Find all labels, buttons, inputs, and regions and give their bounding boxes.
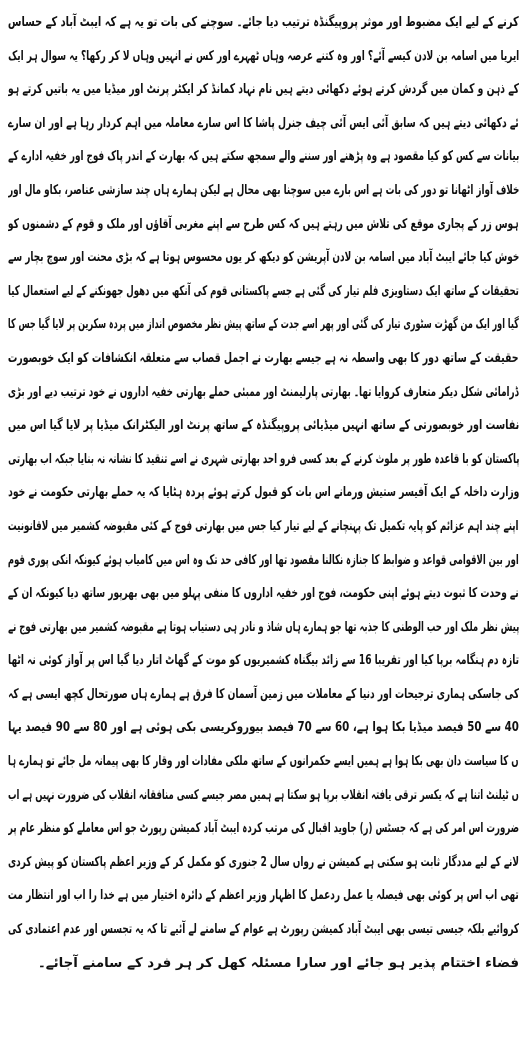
article-line: ں کا سیاست دان بھی بکا ہوا ہے ہمیں ایسے حکمرانوں کے ساتھ ملکی مفادات اور وقار کا بھی پیمانہ مل جائے تو ہمارے ہا: [8, 754, 519, 770]
article-line: بیانات سے کس کو کیا مقصود ہے وہ پڑھنے اور سننے والے سمجھ سکتے ہیں کہ بھارت کے اندر پاک فوج اور خفیہ ادارے کے: [8, 149, 519, 165]
article-line: وزارت داخلہ کے ایک آفیسر ستیش ورمانے اس بات کو قبول کرتے ہوئے پردہ ہٹایا کہ یہ حملے بھارتی حکومت نے خود: [8, 485, 519, 501]
article-line: اپنے چند اہم عزائم کو پایہ تکمیل تک پہنچانے کے لیے تیار کیا جس میں بھارتی فوج کے کئی مقبوضہ کشمیر میں لاقانونیت: [8, 518, 519, 534]
article-line: اور بین الاقوامی قواعد و ضوابط کا جنازہ نکالنا مقصود تھا اور کافی حد تک وہ اس میں کامیاب ہوئے کیونکہ انکی پوری قوم: [8, 552, 519, 568]
article-line: ضرورت اس امر کی ہے کہ جسٹس (ر) جاوید اقبال کی مرتب کردہ ایبٹ آباد کمیشن رپورٹ جو اس معاملے کو منظر عام پر: [8, 821, 519, 837]
article-line: لانے کے لیے مددگار ثابت ہو سکتی ہے کمیشن نے رواں سال 2 جنوری کو مکمل کر کے وزیر اعظم پاکستان کو پیش کردی: [8, 854, 519, 870]
article-line: ڈرامائی شکل دیکر متعارف کروایا تھا۔ بھارتی پارلیمنٹ اور ممبئی حملے بھارتی خفیہ اداروں نے خود ترتیب دیے اور بڑی: [8, 384, 519, 400]
article-line: ئے دکھائی دیتے ہیں کہ سابق آئی ایس آئی چیف جنرل پاشا کا اس سارے معاملہ میں اہم کردار رہا ہے اور ان سارے: [8, 115, 519, 131]
article-body: [8, 6, 519, 980]
article-line: پاکستان کو با قاعدہ طور پر ملوث کرنے کے بعد کسی فرو احد بھارتی شہری نے اسے تنقید کا نشانہ نہ بنایا جبکہ اب بھارتی: [8, 451, 519, 467]
article-line: ں ٹیلنٹ اتنا ہے کہ یکسر ترقی یافتہ انقلاب برپا ہو سکتا ہے ہمیں مصر جیسے کسی منافقانہ انقلاب کی ضرورت نہیں ہے اب: [8, 787, 519, 803]
article-line: ہوس زر کے پجاری موقع کی تلاش میں رہتے ہیں کہ کس طرح سے اپنے مغربی آقاؤں اور ملک و قوم کے دشمنوں کو: [8, 216, 519, 232]
article-line: گیا اور ایک من گھڑت سٹوری تیار کی گئی اور پھر اسے جدت کے ساتھ پیش نظر مخصوص انداز میں پردہ سکرین پر لایا گیا جس کا: [8, 317, 519, 333]
article-line: نفاست اور خوبصورتی کے ساتھ انہیں میڈیائی پروپیگنڈہ کے ساتھ پرنٹ اور الیکٹرانک میڈیا پر لایا گیا اس میں: [8, 418, 519, 434]
article-line: خلاف آواز اٹھانا تو دور کی بات ہے اس بارے میں سوچنا بھی محال ہے لیکن ہمارے ہاں چند سازشی عناصر، بکاو مال اور: [8, 182, 519, 198]
article-line: خوش کیا جائے ایبٹ آباد میں اسامہ بن لادن آپریشن کو دیکھ کر یوں محسوس ہوتا ہے کہ بڑی محنت اور سوچ بچار سے: [8, 250, 519, 266]
article-line: نے وحدت کا ثبوت دیتے ہوئے اپنی حکومت، فوج اور خفیہ اداروں کا منفی پہلو میں بھی بھرپور ساتھ دیا کیونکہ ان کے: [8, 586, 519, 602]
article-line: تھی اب اس پر کوئی بھی فیصلہ یا عمل ردعمل کا اظہار وزیر اعظم کے دائرہ اختیار میں ہے خدا را اب اور انتظار مت: [8, 888, 519, 904]
article-line: فضاء اختتام پذیر ہو جائے اور سارا مسئلہ کھل کر ہر فرد کے سامنے آجائے۔: [37, 955, 519, 971]
article-line: حقیقت کے ساتھ دور کا بھی واسطہ نہ ہے جیسے بھارت نے اجمل قصاب سے متعلقہ انکشافات کو ایک خوبصورت: [8, 350, 519, 366]
article-line: کرنے کے لیے ایک مضبوط اور موثر پروپیگنڈہ ترتیب دیا جائے۔ سوچنے کی بات تو یہ ہے کہ ایبٹ آباد کے حساس: [8, 15, 519, 30]
article-line: ایریا میں اسامہ بن لادن کیسے آئے؟ اور وہ کتنے عرصہ وہاں ٹھہرے اور کس نے انہیں وہاں لا کر رکھا؟ یہ سوال ہر ایک: [8, 48, 519, 64]
article-line: کی جاسکی ہماری ترجیحات اور دنیا کے معاملات میں زمین آسمان کا فرق ہے ہمارے ہاں صورتحال کچھ ایسی ہے کہ: [8, 686, 519, 702]
article-line: تحقیقات کے ساتھ ایک دستاویزی فلم تیار کی گئی ہے جسے پاکستانی قوم کی آنکھ میں دھول جھونکنے کے لیے استعمال کیا: [8, 283, 519, 299]
article-line: تازہ دم ہنگامہ برپا کیا اور تقریبا 16 سے زائد بیگناہ کشمیریوں کو موت کے گھاٹ اتار دیا گیا اس پر آواز کوئی نہ اٹھا: [8, 653, 519, 669]
article-line: پیش نظر ملک اور حب الوطنی کا جذبہ تھا جو ہمارے ہاں شاذ و نادر ہی دستیاب ہوتا ہے مقبوضہ کشمیر میں بھارتی فوج نے: [8, 619, 519, 635]
article-line: کے ذہن و کمان میں گردش کرتے ہوئے دکھائی دیتے ہیں نام نہاد کمانڈ کر ایکٹر پرنٹ اور میڈیا میں یہ باتیں کرتے ہو: [8, 82, 519, 98]
article-line: کروائیے بلکہ جیسی تیسی بھی ایبٹ آباد کمیشن رپورٹ ہے عوام کے سامنے لے آئیے تا کہ یہ تجسس اور عدم اعتمادی کی: [8, 922, 519, 938]
article-line: 40 سے 50 فیصد میڈیا بکا ہوا ہے، 60 سے 70 فیصد بیوروکریسی بکی ہوئی ہے اور 80 سے 90 فیصد یہا: [8, 720, 519, 736]
